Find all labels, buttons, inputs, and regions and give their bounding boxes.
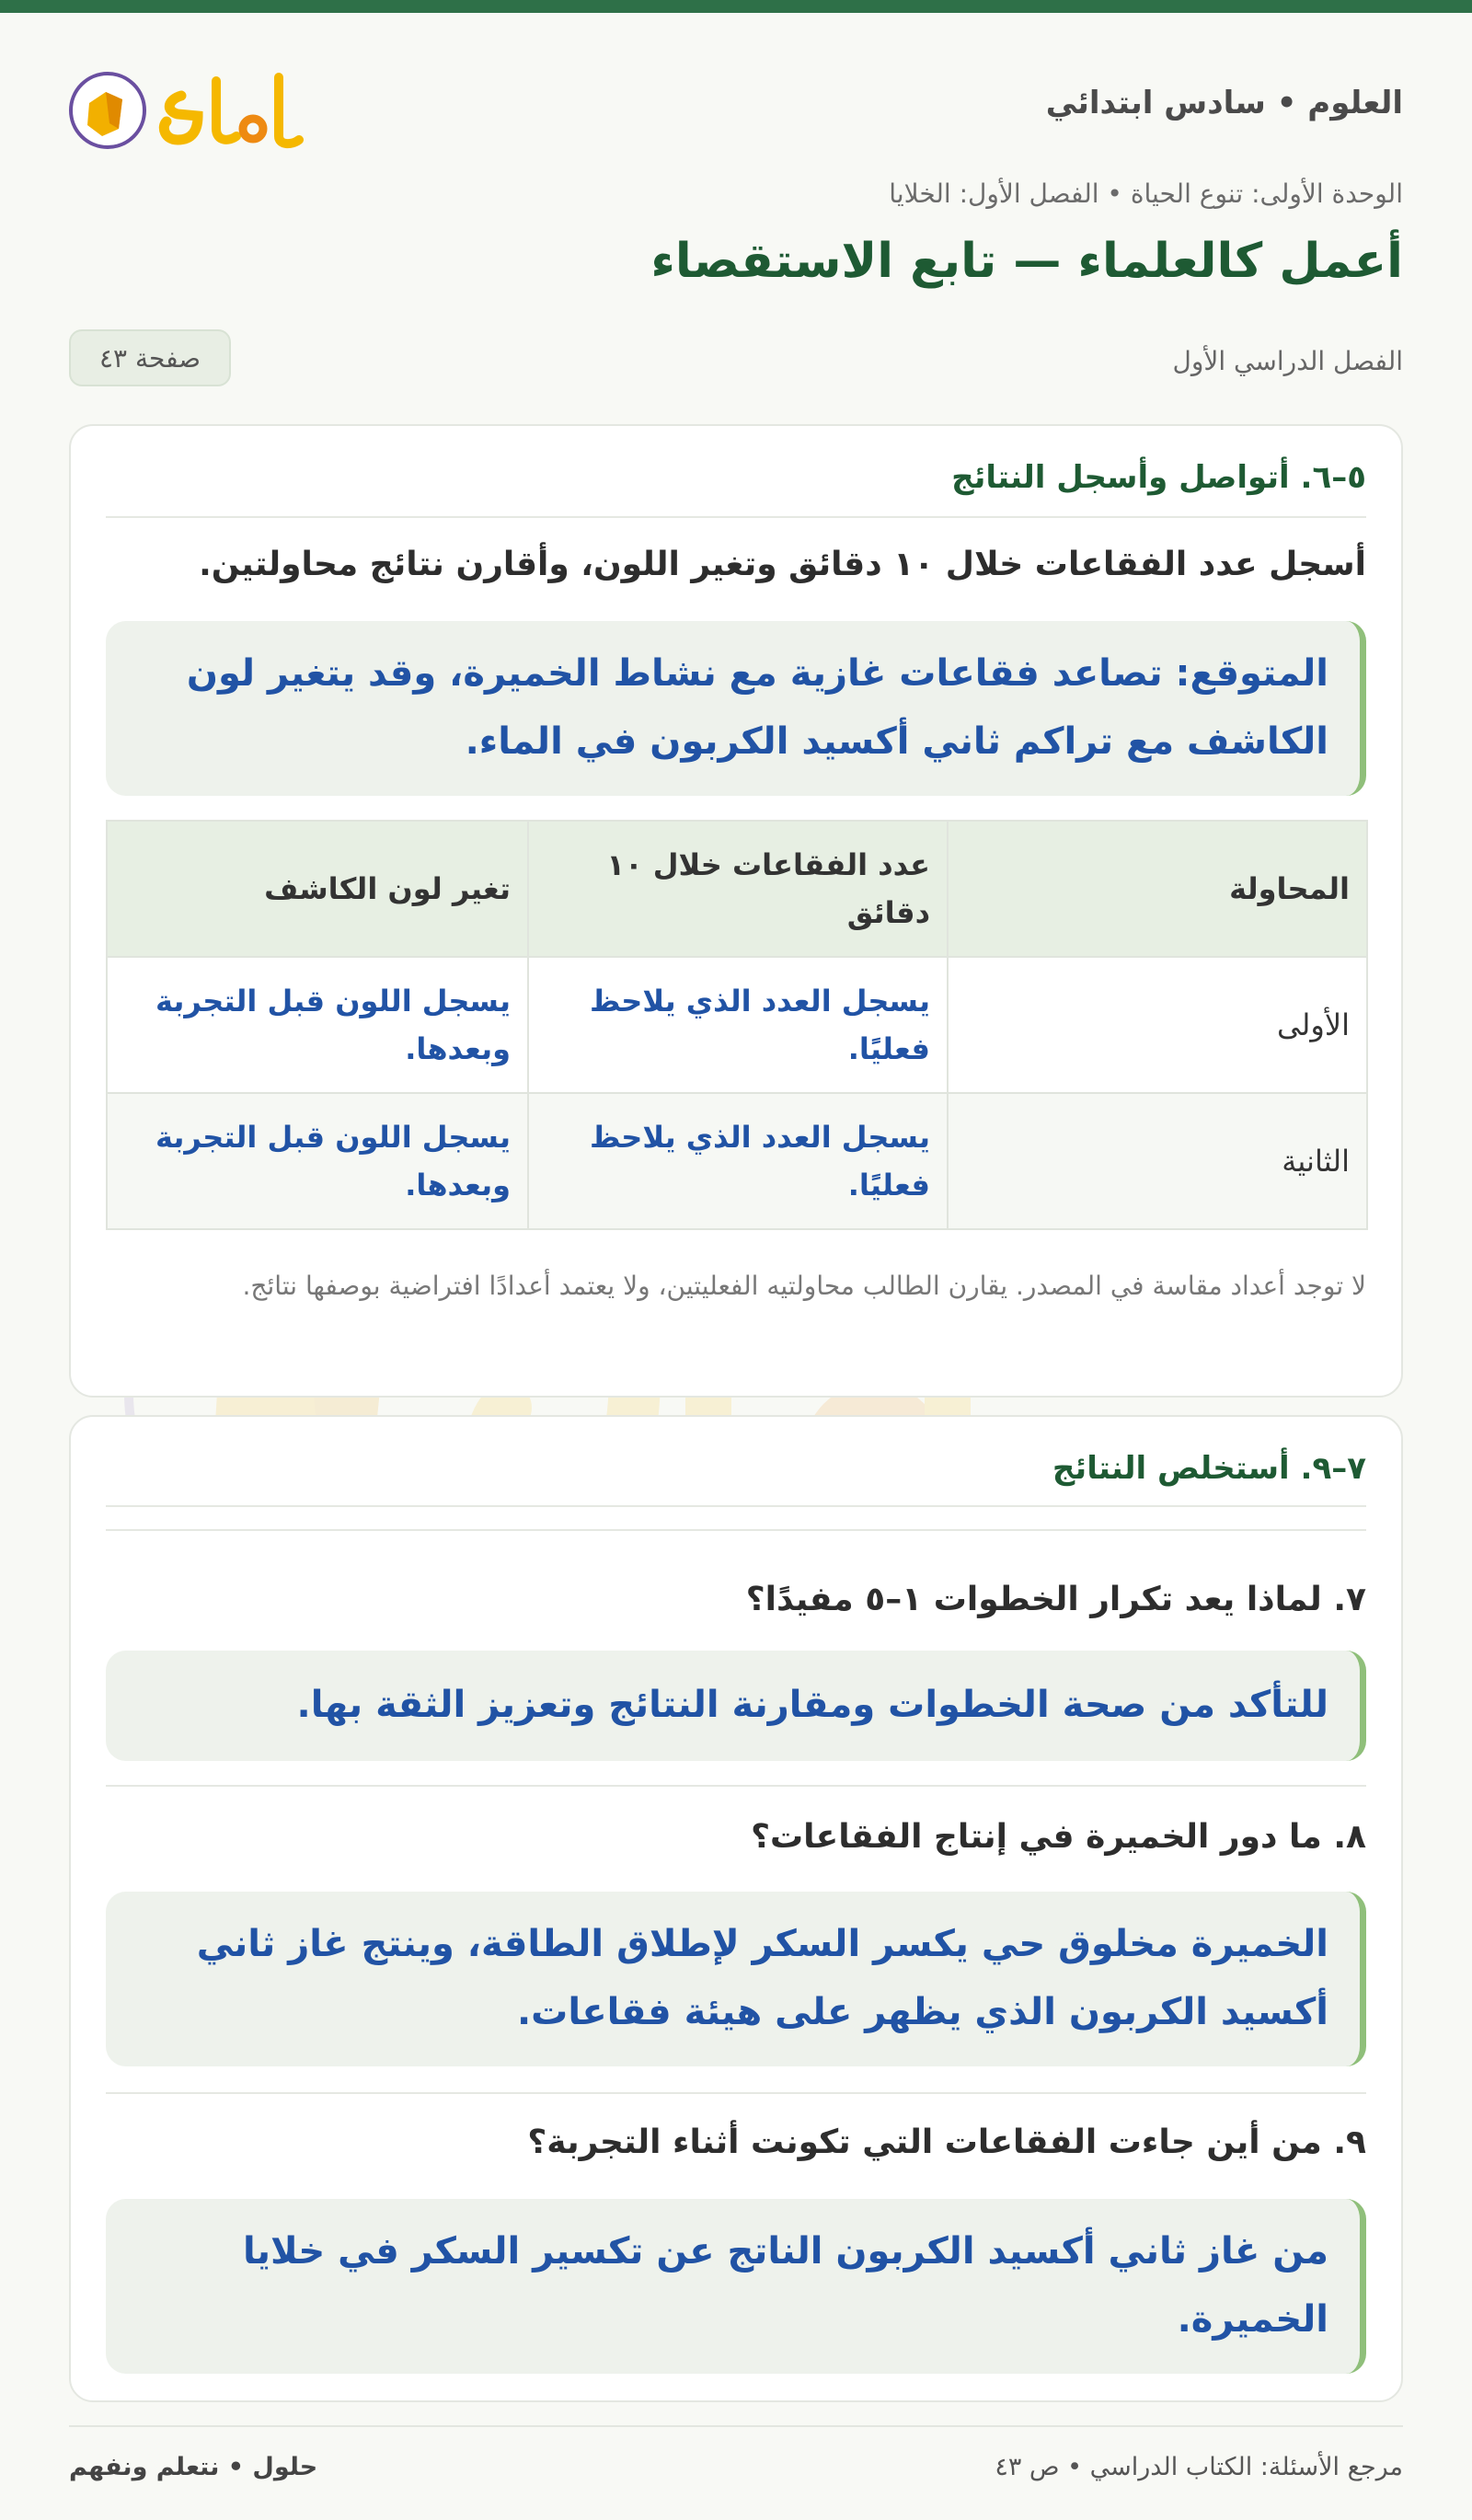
answer-box <box>106 621 1366 796</box>
footer-divider <box>69 2425 1403 2427</box>
header <box>69 64 1403 156</box>
footer-reference: مرجع الأسئلة: الكتاب الدراسي • ص ٤٣ <box>995 2453 1403 2481</box>
column-header: المحاولة <box>948 821 1367 957</box>
page-number-badge: صفحة ٤٣ <box>69 329 231 386</box>
question-text: أسجل عدد الفقاعات خلال ١٠ دقائق وتغير اللون، وأقارن نتائج محاولتين. <box>199 546 1366 583</box>
answer-text: من غاز ثاني أكسيد الكربون الناتج عن تكسير السكر في خلايا الخميرة. <box>242 2230 1328 2341</box>
footer-brand: حلول • نتعلم ونفهم <box>69 2453 318 2481</box>
section-divider <box>106 516 1366 518</box>
section-title: ٧–٩. أستخلص النتائج <box>1052 1450 1366 1487</box>
question-8: ٨. ما دور الخميرة في إنتاج الفقاعات؟ <box>751 1818 1366 1856</box>
table-header-row <box>107 821 1367 957</box>
section-title: ٥–٦. أتواصل وأسجل النتائج <box>951 459 1366 496</box>
color-change-cell: يسجل اللون قبل التجربة وبعدها. <box>107 1093 528 1229</box>
column-header: تغير لون الكاشف <box>107 821 528 957</box>
top-accent-bar <box>0 0 1472 13</box>
question-7: ٧. لماذا يعد تكرار الخطوات ١–٥ مفيدًا؟ <box>745 1581 1366 1618</box>
subject-line: العلوم • سادس ابتدائي <box>1045 85 1403 121</box>
answer-box <box>106 1651 1366 1761</box>
section-card-conclusions <box>69 1415 1403 2402</box>
question-divider <box>106 2092 1366 2094</box>
results-table <box>106 820 1368 1230</box>
answer-text: الخميرة مخلوق حي يكسر السكر لإطلاق الطاقة، وينتج غاز ثاني أكسيد الكربون الذي يظهر على هيئة فقاعات. <box>196 1923 1328 2033</box>
bubbles-cell: يسجل العدد الذي يلاحظ فعليًا. <box>528 957 948 1093</box>
answer-text: للتأكد من صحة الخطوات ومقارنة النتائج وتعزيز الثقة بها. <box>296 1684 1328 1726</box>
bubbles-cell: يسجل العدد الذي يلاحظ فعليًا. <box>528 1093 948 1229</box>
section-divider <box>106 1529 1366 1531</box>
answer-text: المتوقع: تصاعد فقاعات غازية مع نشاط الخميرة، وقد يتغير لون الكاشف مع تراكم ثاني أكسيد الكربون في الماء. <box>186 652 1328 763</box>
trial-cell: الأولى <box>948 957 1367 1093</box>
section-card-communicate <box>69 424 1403 1398</box>
section-divider <box>106 1505 1366 1507</box>
answer-box <box>106 2199 1366 2374</box>
color-change-cell: يسجل اللون قبل التجربة وبعدها. <box>107 957 528 1093</box>
unit-breadcrumb: الوحدة الأولى: تنوع الحياة • الفصل الأول: الخلايا <box>889 178 1403 209</box>
question-9: ٩. من أين جاءت الفقاعات التي تكونت أثناء التجربة؟ <box>527 2123 1366 2161</box>
hulul-logo <box>69 64 308 156</box>
page <box>69 13 1403 2520</box>
trial-cell: الثانية <box>948 1093 1367 1229</box>
table-row <box>107 957 1367 1093</box>
semester-label: الفصل الدراسي الأول <box>1172 346 1403 376</box>
table-row <box>107 1093 1367 1229</box>
question-divider <box>106 1785 1366 1787</box>
page-title: أعمل كالعلماء — تابع الاستقصاء <box>650 234 1403 289</box>
column-header: عدد الفقاعات خلال ١٠ دقائق <box>528 821 948 957</box>
table-note: لا توجد أعداد مقاسة في المصدر. يقارن الطالب محاولتيه الفعليتين، ولا يعتمد أعدادًا افتراضية بوصفها نتائج. <box>242 1271 1366 1301</box>
answer-box <box>106 1892 1366 2066</box>
